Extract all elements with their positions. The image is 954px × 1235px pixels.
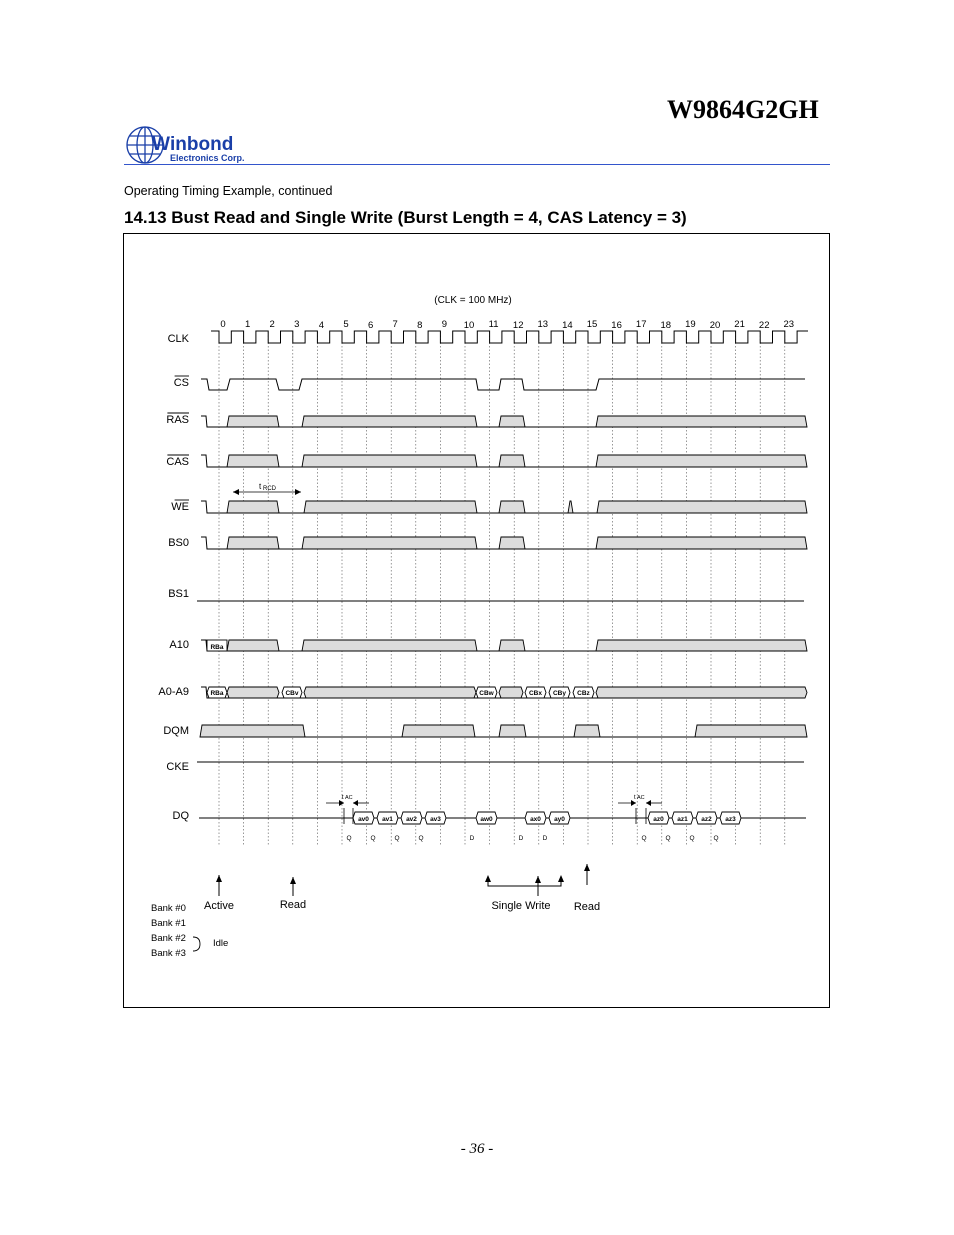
cas-segment-2 xyxy=(499,455,525,467)
a0a9-label-cbx: CBx xyxy=(528,690,543,697)
cycle-label-20: 20 xyxy=(709,320,721,331)
dq-label-av3: av3 xyxy=(430,816,441,823)
dqm-segment-3 xyxy=(574,725,600,737)
dq-type-4: D xyxy=(469,835,475,842)
cas-segment-3 xyxy=(596,455,807,467)
active-arrow-head xyxy=(216,875,222,882)
bank-label-1: Bank #1 xyxy=(151,918,186,929)
bank-label-3: Bank #3 xyxy=(151,948,186,959)
dq-label-ax0: ax0 xyxy=(530,816,541,823)
tac-t-prefix-0: t xyxy=(342,795,344,801)
clk-waveform xyxy=(211,331,808,343)
bs0-segment-1 xyxy=(302,537,477,549)
command-label-single-write: Single Write xyxy=(491,900,551,912)
bs0-segment-0 xyxy=(227,537,279,549)
read-arrow-2-head xyxy=(584,864,590,871)
dqm-segment-4 xyxy=(695,725,807,737)
dq-label-av2: av2 xyxy=(406,816,417,823)
cycle-label-22: 22 xyxy=(758,320,770,331)
dq-type-9: Q xyxy=(689,835,695,842)
command-label-read-1: Read xyxy=(279,899,307,911)
cycle-label-23: 23 xyxy=(783,319,795,330)
cycle-label-19: 19 xyxy=(685,319,696,330)
svg-text:W: W xyxy=(152,134,170,155)
a0a9-label-cbw: CBw xyxy=(479,690,494,697)
command-label-read-2: Read xyxy=(573,901,601,913)
we-segment-3 xyxy=(568,501,573,513)
cycle-label-16: 16 xyxy=(611,320,622,331)
dq-type-1: Q xyxy=(370,835,376,842)
figure-caption: Operating Timing Example, continued xyxy=(124,184,333,198)
signal-label-dqm: DQM xyxy=(163,725,189,737)
idle-brace xyxy=(193,937,200,951)
a10-segment-1 xyxy=(302,640,477,651)
signal-label-cas: CAS xyxy=(166,456,189,468)
dq-type-0: Q xyxy=(346,835,352,842)
cycle-label-8: 8 xyxy=(417,320,423,331)
dq-type-8: Q xyxy=(665,835,671,842)
signal-label-we: WE xyxy=(171,501,189,513)
a0a9-label-cby: CBy xyxy=(552,690,567,697)
bank-label-0: Bank #0 xyxy=(151,903,186,914)
cycle-label-18: 18 xyxy=(660,320,672,331)
page-number: - 36 - xyxy=(460,1141,494,1157)
signal-label-dq: DQ xyxy=(172,810,189,822)
tac-arrow-right-head-1 xyxy=(646,800,651,806)
cycle-label-9: 9 xyxy=(441,319,448,330)
bs0-segment-3 xyxy=(596,537,807,549)
single-write-bracket-left-head xyxy=(485,875,491,882)
we-segment-0 xyxy=(227,501,279,513)
a10-segment-3 xyxy=(596,640,807,651)
bs0-segment-2 xyxy=(499,537,525,549)
a0a9-box-5 xyxy=(499,687,523,698)
tac-label-1: AC xyxy=(637,795,645,801)
dq-type-5: D xyxy=(518,835,524,842)
signal-label-a10: A10 xyxy=(169,639,189,651)
a0a9-label-rba: RBa xyxy=(210,690,224,697)
signal-label-ras: RAS xyxy=(166,414,189,426)
read-arrow-1-head xyxy=(290,877,296,884)
dq-type-6: D xyxy=(542,835,548,842)
signal-label-a0a9: A0-A9 xyxy=(158,686,189,698)
signal-label-cs: CS xyxy=(173,377,189,389)
cycle-label-11: 11 xyxy=(488,319,499,330)
dq-label-aw0: aw0 xyxy=(480,816,493,823)
part-number: W9864G2GH xyxy=(667,95,819,124)
tac-label-0: AC xyxy=(345,795,353,801)
ras-segment-0 xyxy=(227,416,279,427)
a0a9-box-3 xyxy=(304,687,476,698)
single-write-arrow-head xyxy=(535,876,541,883)
dq-label-ay0: ay0 xyxy=(554,816,565,823)
a0a9-label-cbz: CBz xyxy=(577,690,590,697)
dqm-segment-0 xyxy=(200,725,305,737)
ras-segment-2 xyxy=(499,416,525,427)
cycle-label-5: 5 xyxy=(343,319,349,330)
trcd-t-prefix: t xyxy=(259,482,262,491)
cycle-label-4: 4 xyxy=(318,320,325,331)
ras-segment-1 xyxy=(302,416,477,427)
cycle-label-21: 21 xyxy=(734,319,745,330)
tac-t-prefix-1: t xyxy=(634,795,636,801)
cycle-label-1: 1 xyxy=(244,319,251,330)
trcd-arrow-right-head xyxy=(295,489,301,495)
dq-label-az3: az3 xyxy=(725,816,736,823)
cycle-label-12: 12 xyxy=(512,320,524,331)
cycle-label-14: 14 xyxy=(562,320,573,331)
tac-arrow-right-head-0 xyxy=(353,800,358,806)
cycle-label-15: 15 xyxy=(586,319,598,330)
idle-label: Idle xyxy=(213,938,229,949)
trcd-arrow-left-head xyxy=(233,489,239,495)
bank-label-2: Bank #2 xyxy=(151,933,186,944)
dq-type-7: Q xyxy=(641,835,647,842)
signal-label-cke: CKE xyxy=(166,761,189,773)
cs-waveform xyxy=(201,379,805,390)
cycle-label-10: 10 xyxy=(463,320,475,331)
a10-rba-label: RBa xyxy=(210,644,224,651)
signal-label-bs1: BS1 xyxy=(168,588,189,600)
trcd-label: RCD xyxy=(263,486,276,492)
dq-type-3: Q xyxy=(418,835,424,842)
clock-frequency-note: (CLK = 100 MHz) xyxy=(434,295,512,306)
dq-label-az2: az2 xyxy=(701,816,712,823)
logo-subtitle: Electronics Corp. xyxy=(170,153,245,163)
dqm-segment-2 xyxy=(499,725,526,737)
command-label-active: Active xyxy=(204,900,234,912)
cas-segment-0 xyxy=(227,455,279,467)
cycle-label-13: 13 xyxy=(537,319,549,330)
single-write-bracket-right-head xyxy=(558,875,564,882)
cycle-label-0: 0 xyxy=(220,319,226,330)
a10-segment-0 xyxy=(227,640,279,651)
we-segment-2 xyxy=(499,501,525,513)
cycle-label-7: 7 xyxy=(392,319,398,330)
cycle-label-3: 3 xyxy=(294,319,300,330)
a10-segment-2 xyxy=(499,640,525,651)
signal-label-bs0: BS0 xyxy=(168,537,189,549)
section-title: 14.13 Bust Read and Single Write (Burst Length = 4, CAS Latency = 3) xyxy=(124,208,687,227)
ras-segment-3 xyxy=(596,416,807,427)
we-segment-4 xyxy=(597,501,807,513)
a0a9-label-cbv: CBv xyxy=(285,690,299,697)
dq-label-az0: az0 xyxy=(653,816,664,823)
cycle-label-17: 17 xyxy=(635,319,647,330)
dq-type-2: Q xyxy=(394,835,400,842)
dq-label-av0: av0 xyxy=(358,816,369,823)
signal-label-clk: CLK xyxy=(167,333,189,345)
cycle-label-2: 2 xyxy=(269,319,275,330)
logo-wordmark: inbond xyxy=(170,134,234,155)
dq-label-az1: az1 xyxy=(677,816,688,823)
single-write-bracket xyxy=(488,877,561,886)
dq-label-av1: av1 xyxy=(382,816,393,823)
cycle-label-6: 6 xyxy=(367,320,374,331)
dq-type-10: Q xyxy=(713,835,719,842)
a0a9-box-1 xyxy=(227,687,279,698)
we-segment-1 xyxy=(304,501,477,513)
dqm-segment-1 xyxy=(402,725,475,737)
a0a9-box-9 xyxy=(596,687,807,698)
cas-segment-1 xyxy=(302,455,477,467)
